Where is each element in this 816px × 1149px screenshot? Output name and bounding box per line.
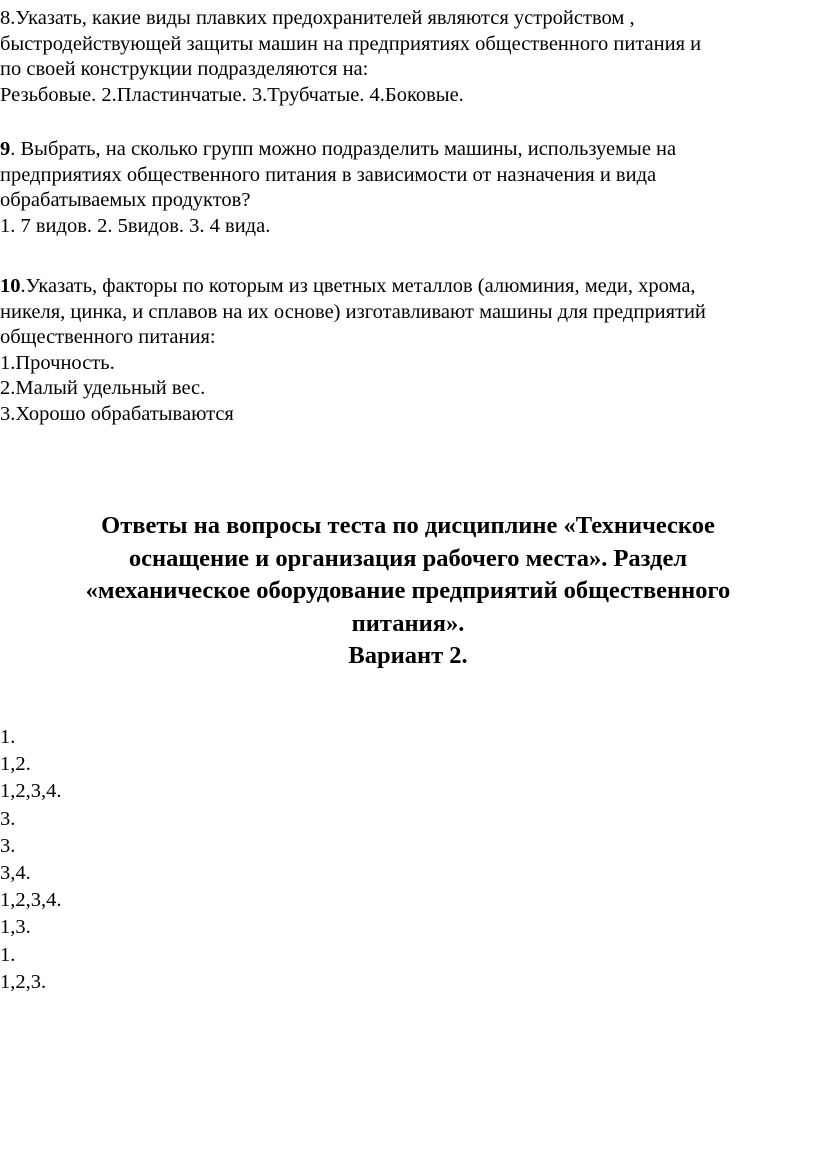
question-10-option-2: 2.Малый удельный вес. [0,377,206,400]
question-10-option-3: 3.Хорошо обрабатываются [0,402,234,425]
answer-item: 3. [0,807,16,830]
question-8-line-2: быстродействующей защиты машин на предприятиях общественного питания и [0,32,702,55]
question-9-line-2: предприятиях общественного питания в зависимости от назначения и вида [0,163,657,186]
variant-label: Вариант 2. [348,642,468,669]
question-9-line-3: обрабатываемых продуктов? [0,189,251,212]
question-8-line-3: по своей конструкции подразделяются на: [0,58,369,81]
answer-item: 3,4. [0,862,31,885]
answer-item: 1,2,3,4. [0,780,62,803]
question-10 [0,274,816,428]
question-9-line-1 [0,137,816,163]
answer-item: 1. [0,726,16,748]
question-9-line-1-text: . Выбрать, на сколько групп можно подразделить машины, используемые на [10,138,677,160]
answer-item: 1,2,3,4. [0,889,62,912]
question-8-line-1: 8.Указать, какие виды плавких предохранителей являются устройством , [0,7,635,29]
question-10-line-1-text: .Указать, факторы по которым из цветных металлов (алюминия, меди, хрома, [20,275,696,297]
answer-item: 1,2. [0,753,31,776]
question-9-number: 9 [0,138,11,160]
question-10-line-3: общественного питания: [0,326,216,349]
answer-item: 1,3. [0,916,31,939]
question-9 [0,137,816,239]
answers-list [0,724,62,996]
question-8-options: Резьбовые. 2.Пластинчатые. 3.Трубчатые. 4.Боковые. [0,83,464,106]
question-10-number: 10 [0,275,21,297]
answer-item: 1,2,3. [0,970,47,993]
question-10-line-1 [0,274,816,300]
question-10-line-2: никеля, цинка, и сплавов на их основе) изготавливают машины для предприятий [0,300,706,323]
answers-title-line-2: оснащение и организация рабочего места». Раздел [128,544,688,572]
answers-title [0,510,816,673]
question-8 [0,6,816,108]
answers-title-line-4: питания». [351,609,465,637]
answers-title-line-1: Ответы на вопросы теста по дисциплине «Техническое [101,512,715,539]
question-9-options: 1. 7 видов. 2. 5видов. 3. 4 вида. [0,214,271,237]
answer-item: 1. [0,943,16,966]
answers-title-line-3: «механическое оборудование предприятий общественного [85,577,731,604]
answer-item: 3. [0,834,16,857]
question-10-option-1: 1.Прочность. [0,351,115,374]
